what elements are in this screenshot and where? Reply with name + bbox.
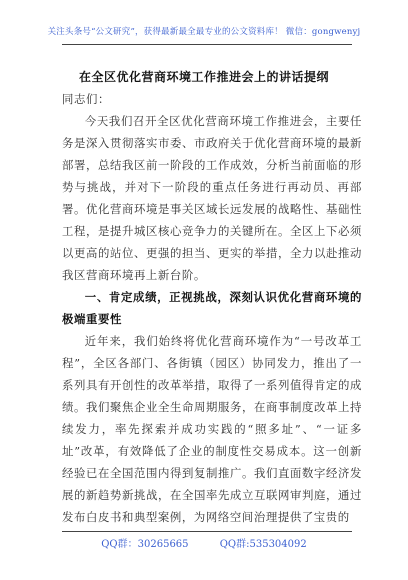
footer-qq-group-1: QQ群：30265665 <box>101 539 189 550</box>
document-body <box>62 88 362 528</box>
footer-divider <box>62 531 352 532</box>
footer <box>0 535 408 550</box>
section-heading: 一、肯定成绩，正视挑战，深刻认识优化营商环境的极端重要性 <box>62 290 362 326</box>
footer-qq-group-2: QQ群:535304092 <box>219 539 307 550</box>
header-divider <box>62 44 352 45</box>
document-title: 在全区优化营商环境工作推进会上的讲话提纲 <box>78 70 329 84</box>
section-paragraph: 近年来，我们始终将优化营商环境作为“一号改革工程”，全区各部门、各街镇（园区）协同发力，推出了一系列具有开创性的改革举措，取得了一系列值得肯定的成绩。我们聚焦企业全生命周期服务，在商事制度改革上持续发力，率先探索并成功实践的“照多址”、“一证多址”改革，有效降低了企业的制度性交易成本。这一创新经验已在全国范围内得到复制推广。我们直面数字经济发展的新趋势新挑战，在全国率先成立互联网审判庭，通过发布白皮书和典型案例，为网络空间治理提供了宝贵的 <box>62 334 362 524</box>
intro-paragraph: 今天我们召开全区优化营商环境工作推进会，主要任务是深入贯彻落实市委、市政府关于优化营商环境的最新部署，总结我区前一阶段的工作成效，分析当前面临的形势与挑战，并对下一阶段的重点任务进行再动员、再部署。优化营商环境是事关区域长远发展的战略性、基础性工程，是提升城区核心竞争力的关键所在。全区上下必须以更高的站位、更强的担当、更实的举措，全力以赴推动我区营商环境再上新台阶。 <box>62 114 362 282</box>
salutation: 同志们： <box>62 92 110 106</box>
header-banner: 关注头条号“公文研究”，获得最新最全最专业的公文资料库！ 微信：gongwenyj <box>47 27 361 37</box>
